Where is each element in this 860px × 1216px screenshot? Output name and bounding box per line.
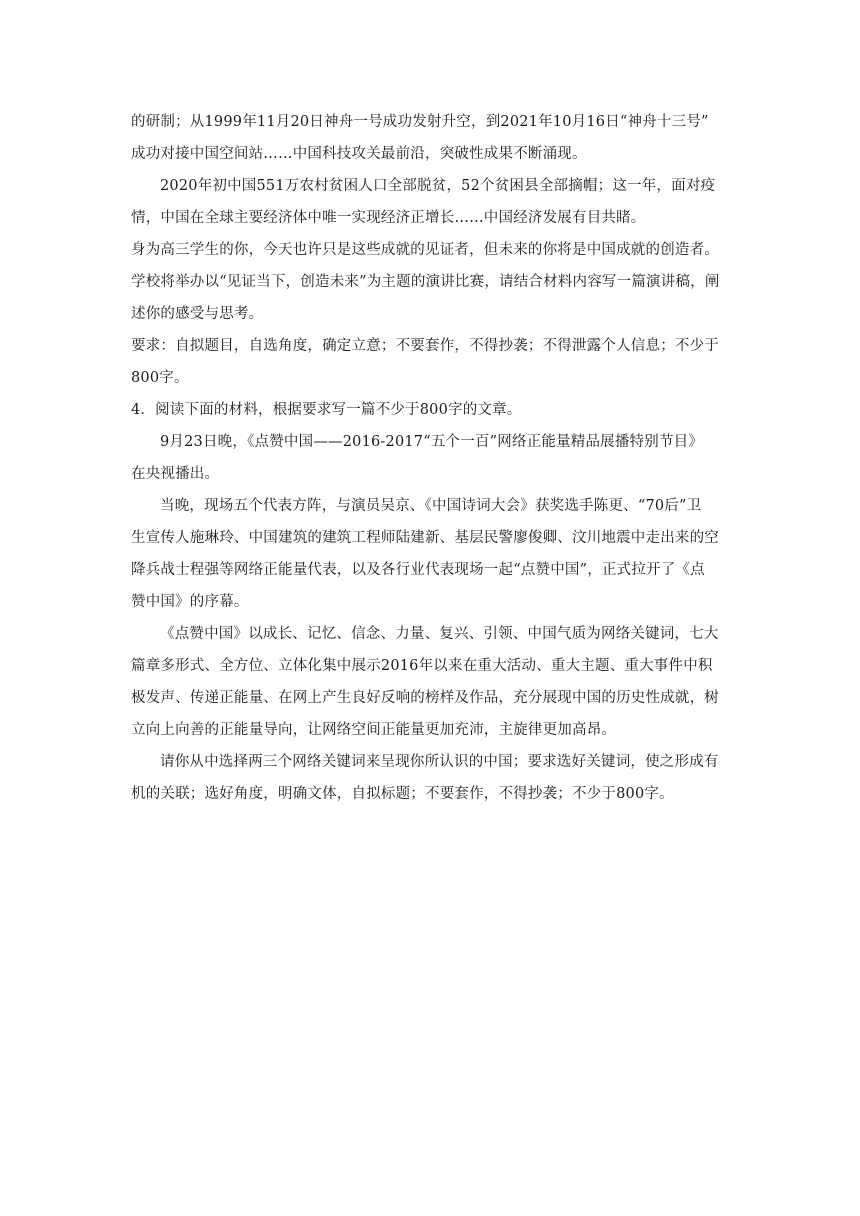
text-line: 述你的感受与思考。 (131, 306, 264, 322)
requirements-line: 要求：自拟题目，自选角度，确定立意；不要套作，不得抄袭；不得泄露个人信息；不少于 (131, 338, 719, 354)
text-line: 成功对接中国空间站……中国科技攻关最前沿，突破性成果不断涌现。 (131, 146, 587, 162)
requirements-line: 800字。 (131, 370, 189, 386)
text-line: 机的关联；选好角度，明确文体，自拟标题；不要套作，不得抄袭；不少于800字。 (131, 786, 674, 802)
text-line: 的研制；从1999年11月20日神舟一号成功发射升空，到2021年10月16日“神舟十三号” (131, 114, 709, 130)
text-line: 极发声、传递正能量、在网上产生良好反响的榜样及作品，充分展现中国的历史性成就，树 (131, 690, 719, 706)
text-line: 9月23日晚，《点赞中国——2016-2017“五个一百”网络正能量精品展播特别节目》 (160, 434, 704, 450)
text-line: 降兵战士程强等网络正能量代表，以及各行业代表现场一起“点赞中国”，正式拉开了《点 (131, 562, 705, 578)
text-line: 生宣传人施琳玲、中国建筑的建筑工程师陆建新、基层民警廖俊卿、汶川地震中走出来的空 (131, 530, 719, 546)
text-line: 学校将举办以“见证当下，创造未来”为主题的演讲比赛，请结合材料内容写一篇演讲稿，阐 (131, 274, 720, 290)
document-body (131, 106, 731, 810)
text-line: 情，中国在全球主要经济体中唯一实现经济正增长……中国经济发展有目共睹。 (131, 210, 646, 226)
text-line: 请你从中选择两三个网络关键词来呈现你所认识的中国；要求选好关键词，使之形成有 (160, 754, 719, 770)
question-heading: 4．阅读下面的材料，根据要求写一篇不少于800字的文章。 (131, 402, 522, 418)
text-line: 在央视播出。 (131, 466, 220, 482)
text-line: 《点赞中国》以成长、记忆、信念、力量、复兴、引领、中国气质为网络关键词，七大 (160, 626, 719, 642)
text-line: 2020年初中国551万农村贫困人口全部脱贫，52个贫困县全部摘帽；这一年，面对疫 (160, 178, 716, 194)
text-line: 篇章多形式、全方位、立体化集中展示2016年以来在重大活动、重大主题、重大事件中积 (131, 658, 713, 674)
text-line: 赞中国》的序幕。 (131, 594, 249, 610)
text-line: 身为高三学生的你，今天也许只是这些成就的见证者，但未来的你将是中国成就的创造者。 (131, 242, 719, 258)
text-line: 立向上向善的正能量导向，让网络空间正能量更加充沛，主旋律更加高昂。 (131, 722, 617, 738)
text-line: 当晚，现场五个代表方阵，与演员吴京、《中国诗词大会》获奖选手陈更、“70后”卫 (160, 498, 702, 514)
